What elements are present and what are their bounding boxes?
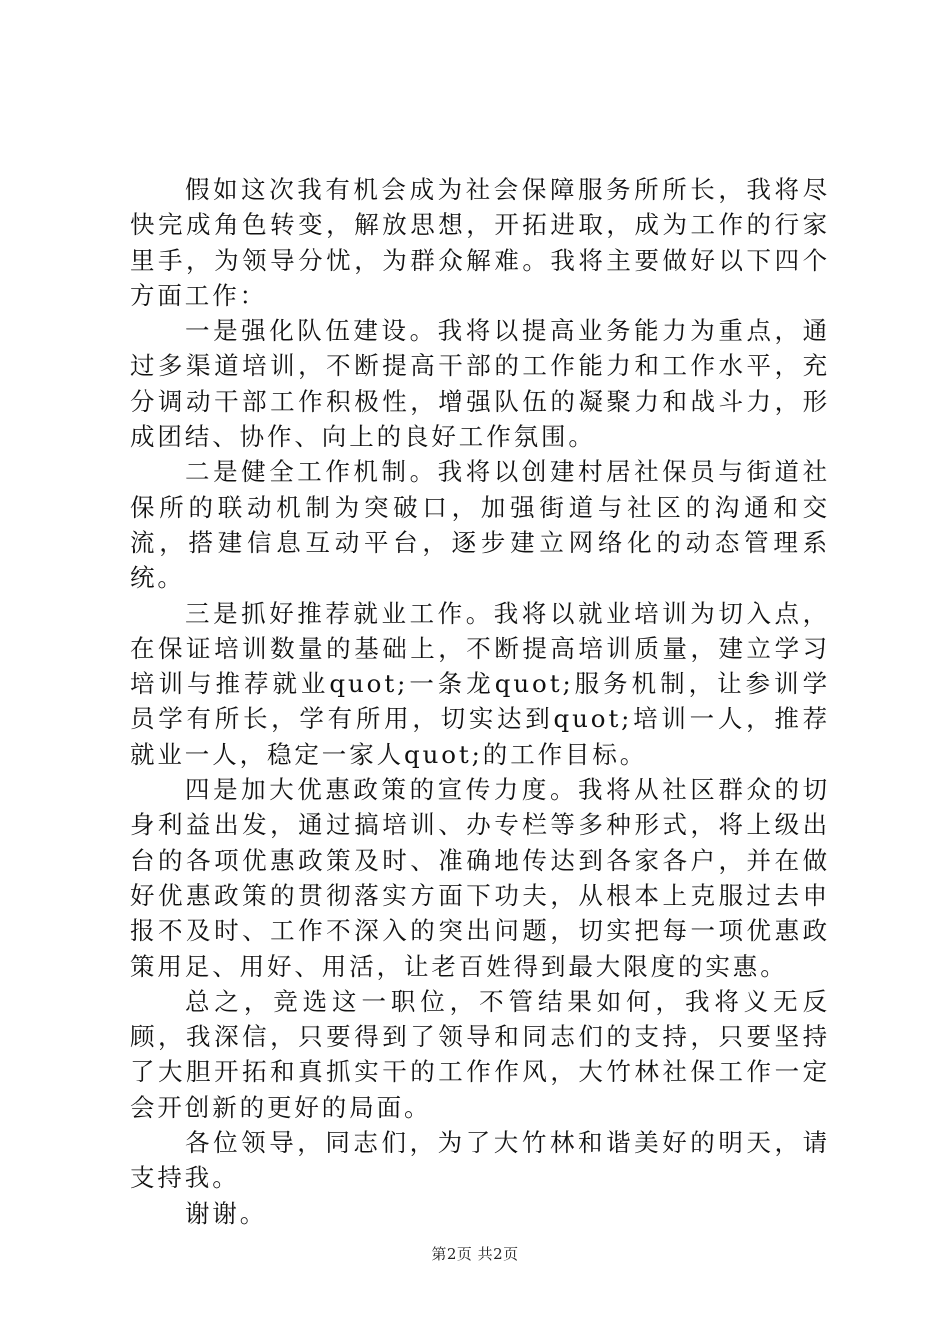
page-number-footer: 第2页 共2页 <box>431 1245 519 1263</box>
paragraph-summary: 总之，竞选这一职位，不管结果如何，我将义无反顾，我深信，只要得到了领导和同志们的支持，只要坚持了大胆开拓和真抓实干的工作作风，大竹林社保工作一定会开创新的更好的局面。 <box>130 986 830 1122</box>
paragraph-point-three: 三是抓好推荐就业工作。我将以就业培训为切入点，在保证培训数量的基础上，不断提高培训质量，建立学习培训与推荐就业quot;一条龙quot;服务机制，让参训学员学有所长，学有所用，切实达到quot;培训一人，推荐就业一人，稳定一家人quot;的工作目标。 <box>130 598 830 769</box>
paragraph-point-two: 二是健全工作机制。我将以创建村居社保员与街道社保所的联动机制为突破口，加强街道与社区的沟通和交流，搭建信息互动平台，逐步建立网络化的动态管理系统。 <box>130 457 830 593</box>
paragraph-intro: 假如这次我有机会成为社会保障服务所所长，我将尽快完成角色转变，解放思想，开拓进取，成为工作的行家里手，为领导分忧，为群众解难。我将主要做好以下四个方面工作： <box>130 175 830 310</box>
paragraph-appeal: 各位领导，同志们，为了大竹林和谐美好的明天，请支持我。 <box>130 1128 830 1193</box>
paragraph-point-one: 一是强化队伍建设。我将以提高业务能力为重点，通过多渠道培训，不断提高干部的工作能力和工作水平，充分调动干部工作积极性，增强队伍的凝聚力和战斗力，形成团结、协作、向上的良好工作氛围。 <box>130 316 830 452</box>
paragraph-point-four: 四是加大优惠政策的宣传力度。我将从社区群众的切身利益出发，通过搞培训、办专栏等多种形式，将上级出台的各项优惠政策及时、准确地传达到各家各户，并在做好优惠政策的贯彻落实方面下功夫，从根本上克服过去申报不及时、工作不深入的突出问题，切实把每一项优惠政策用足、用好、用活，让老百姓得到最大限度的实惠。 <box>130 775 830 981</box>
document-body <box>130 172 830 1231</box>
paragraph-thanks: 谢谢。 <box>185 1198 268 1228</box>
